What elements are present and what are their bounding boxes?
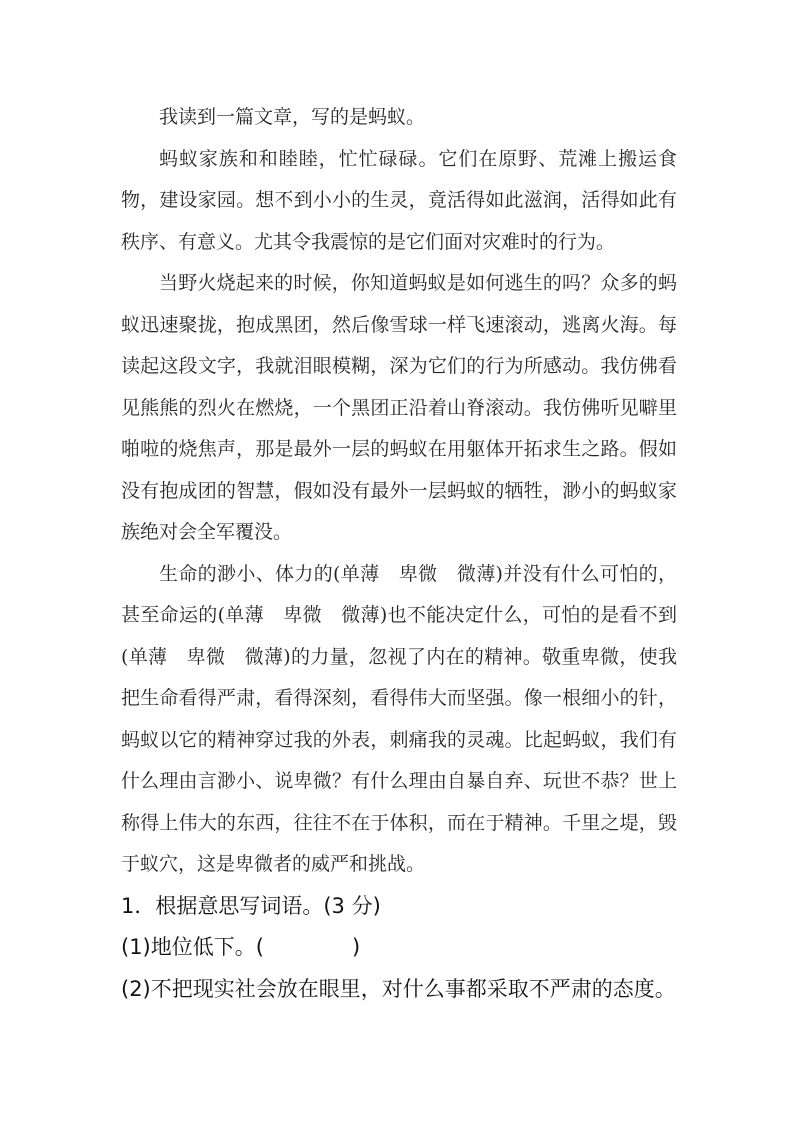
question-1-item-1	[121, 927, 677, 969]
question-section	[121, 886, 677, 1011]
passage-paragraph-2: 蚂蚁家族和和睦睦，忙忙碌碌。它们在原野、荒滩上搬运食物，建设家园。想不到小小的生灵，竟活得如此滋润，活得如此有秩序、有意义。尤其令我震惊的是它们面对灾难时的行为。	[121, 147, 677, 253]
question-1-item-1-text: (1)地位低下。(	[121, 935, 264, 959]
page-content	[121, 97, 677, 1010]
passage-paragraph-3: 当野火烧起来的时候，你知道蚂蚁是如何逃生的吗？众多的蚂蚁迅速聚拢，抱成黑团，然后像雪球一样飞速滚动，逃离火海。每读起这段文字，我就泪眼模糊，深为它们的行为所感动。我仿佛看见熊熊的烈火在燃烧，一个黑团正沿着山脊滚动。我仿佛听见噼里啪啦的烧焦声，那是最外一层的蚂蚁在用躯体开拓求生之路。假如没有抱成团的智慧，假如没有最外一层蚂蚁的牺牲，渺小的蚂蚁家族绝对会全军覆没。	[121, 272, 677, 543]
answer-blank-1	[264, 953, 352, 954]
reading-passage	[121, 97, 677, 886]
question-1-heading: 1．根据意思写词语。(3 分)	[121, 893, 381, 918]
question-1-item-2: (2)不把现实社会放在眼里，对什么事都采取不严肃的态度。	[121, 976, 676, 1001]
passage-paragraph-4: 生命的渺小、体力的(单薄 卑微 微薄)并没有什么可怕的，甚至命运的(单薄 卑微 微薄)也不能决定什么，可怕的是看不到(单薄 卑微 微薄)的力量，忽视了内在的精神。敬重卑微，使我把生命看得严肃，看得深刻，看得伟大而坚强。像一根细小的针，蚂蚁以它的精神穿过我的外表，刺痛我的灵魂。比起蚂蚁，我们有什么理由言渺小、说卑微？有什么理由自暴自弃、玩世不恭？世上称得上伟大的东西，往往不在于体积，而在于精神。千里之堤，毁于蚁穴，这是卑微者的威严和挑战。	[121, 562, 677, 875]
passage-paragraph-1: 我读到一篇文章，写的是蚂蚁。	[159, 106, 426, 128]
question-1-item-1-close-paren: )	[351, 935, 361, 959]
